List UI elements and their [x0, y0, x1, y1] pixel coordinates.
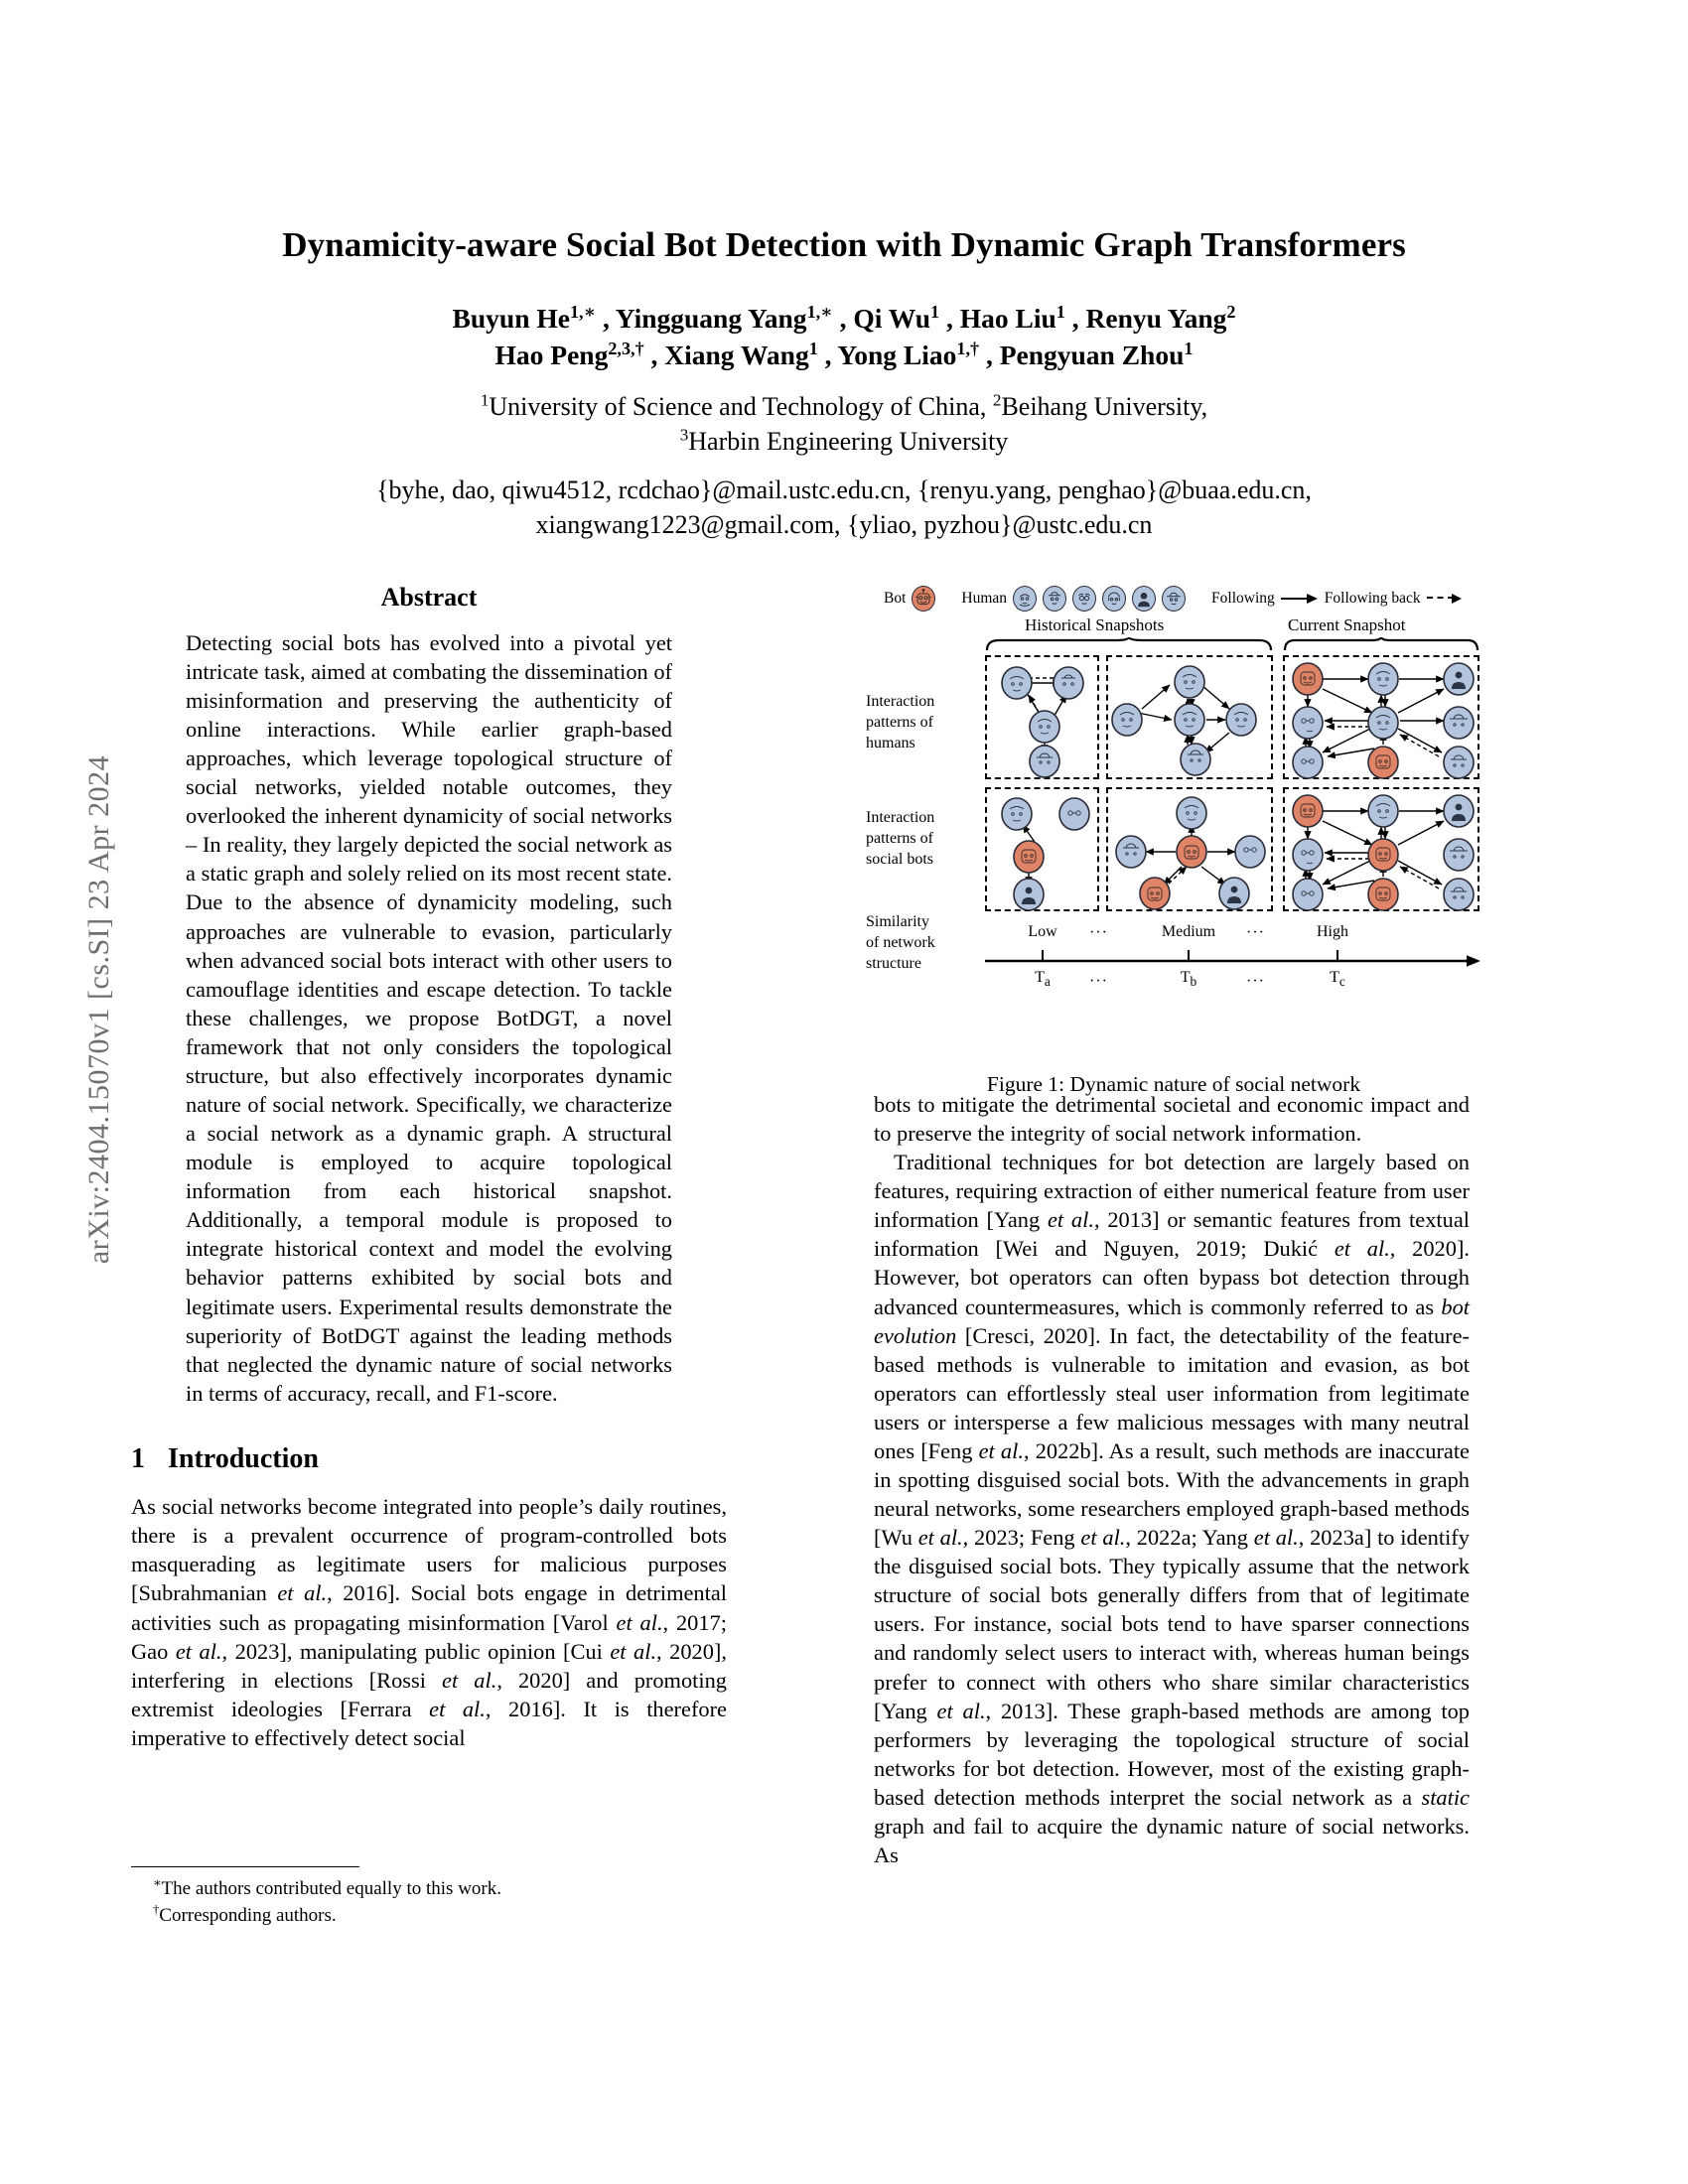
time-tick-ta: $T_a$ — [1035, 969, 1051, 990]
right-paragraph-2: Traditional techniques for bot detection are largely based on features, requiring extraction of either numerical feature from user information [Yang et al., 2013] or semantic features from textual information [Wei and Nguyen, 2019; Dukić et al., 2020]. However, bot operators can often bypass bot detection through advanced countermeasures, which is commonly referred to as bot evolution [Cresci, 2020]. In fact, the detectability of the feature-based methods is vulnerable to imitation and evasion, as bot operators can effortlessly steal user information from legitimate users or intersperse a few malicious messages with many neutral ones [Feng et al., 2022b]. As a result, such methods are inaccurate in spotting disguised social bots. With the advancements in graph neural networks, some researchers employed graph-based methods [Wu et al., 2023; Feng et al., 2022a; Yang et al., 2023a] to identify the disguised social bots. They typically assume that the network structure of social bots generally differs from that of legitimate users. For instance, social bots tend to have sparser connections and randomly select users to interact with, whereas human beings prefer to connect with others who share similar characteristics [Yang et al., 2013]. These graph-based methods are among top performers by leveraging the topological structure of social networks for bot detection. However, most of the existing graph-based detection methods interpret the social network as a static graph and fail to acquire the dynamic nature of social networks. As — [874, 1150, 1471, 1868]
time-ellipsis-1: ··· — [1089, 973, 1108, 990]
legend-following-back-label: Following back — [1324, 590, 1421, 607]
brace-historical — [985, 637, 1273, 651]
time-tick-tb: $T_b$ — [1180, 969, 1197, 990]
section-number: 1 — [131, 1442, 145, 1474]
footnote-rule — [131, 1866, 359, 1867]
similarity-ellipsis-1: ··· — [1089, 924, 1108, 941]
email-list — [129, 473, 1559, 543]
figure-body — [866, 614, 1481, 1096]
arxiv-stamp: arXiv:2404.15070v1 [cs.SI] 23 Apr 2024 — [82, 754, 115, 1265]
brace-current — [1283, 637, 1479, 651]
panel-bots-tb — [1106, 787, 1273, 911]
footnote-corresponding-authors: †Corresponding authors. — [153, 1902, 337, 1926]
right-paragraph-continuation: bots to mitigate the detrimental societal and economic impact and to preserve the integrity of social network information. — [874, 1092, 1470, 1147]
page-title: Dynamicity-aware Social Bot Detection with Dynamic Graph Transformers — [282, 225, 1406, 264]
following-back-arrow-icon — [1427, 593, 1465, 605]
email-line-2: xiangwang1223@gmail.com, {yliao, pyzhou}@ustc.edu.cn — [535, 510, 1153, 540]
human-icon-1 — [1013, 586, 1037, 612]
figure-legend — [866, 584, 1481, 614]
following-arrow-icon — [1281, 593, 1319, 605]
left-column — [131, 581, 727, 1752]
legend-human-label: Human — [961, 590, 1008, 607]
abstract-body: Detecting social bots has evolved into a pivotal yet intricate task, aimed at combating the dissemination of misinformation and preserving the authenticity of online interactions. While earlier graph-based approaches, which leverage topological structure of social networks, yielded notable outcomes, they overlooked the inherent dynamicity of social networks – In reality, they largely depicted the social network as a static graph and solely relied on its most recent state. Due to the absence of dynamicity modeling, such approaches are vulnerable to evasion, particularly when advanced social bots interact with other users to camouflage identities and escape detection. To tackle these challenges, we propose BotDGT, a novel framework that not only considers the topological structure, but also effectively incorporates dynamic nature of social network. Specifically, we characterize a social network as a dynamic graph. A structural module is employed to acquire topological information from each historical snapshot. Additionally, a temporal module is proposed to integrate historical context and model the evolving behavior patterns exhibited by social bots and legitimate users. Experimental results demonstrate the superiority of BotDGT against the leading methods that neglected the dynamic nature of social networks in terms of accuracy, recall, and F1-score. — [186, 629, 672, 1406]
intro-paragraph-1: As social networks become integrated into people’s daily routines, there is a prevalent occurrence of program-controlled bots masquerading as legitimate users for malicious purposes [Subrahmanian et al., 2016]. Social bots engage in detrimental activities such as propagating misinformation [Varol et al., 2017; Gao et al., 2023], manipulating public opinion [Cui et al., 2020], interfering in elections [Rossi et al., 2020] and promoting extremist ideologies [Ferrara et al., 2016]. It is therefore imperative to effectively detect social — [131, 1494, 728, 1750]
bot-icon — [912, 586, 935, 612]
row-label-bots: Interaction patterns of social bots — [866, 809, 935, 869]
footnotes — [131, 1866, 727, 1930]
figure-caption: Figure 1: Dynamic nature of social network — [986, 1072, 1361, 1096]
panel-humans-ta — [985, 655, 1099, 779]
human-icon-6 — [1162, 586, 1186, 612]
affiliation-line-2: $^3$Harbin Engineering University — [679, 424, 1009, 456]
author-line-1: Buyun $He^{1,∗}$ , Yingguang Yang$^{1,∗}$ , Qi Wu$^1$ , Hao Liu$^1$ , Renyu Yang$^2$ — [452, 301, 1236, 334]
time-axis — [985, 947, 1481, 961]
time-tick-tc: $T_c$ — [1330, 969, 1345, 990]
similarity-tick-high: High — [1317, 923, 1348, 940]
legend-bot-label: Bot — [884, 590, 907, 607]
section-title: Introduction — [168, 1442, 319, 1474]
figure-1 — [866, 584, 1481, 1096]
human-icon-5 — [1132, 586, 1156, 612]
author-line-2: Hao Peng$^{2,3,\dagger}$ , Xiang Wang$^1$ , Yong Liao$^{1,\dagger}$ , Pengyuan Zhou$^1$ — [494, 338, 1194, 371]
footnote-equal-contribution: ∗The authors contributed equally to this work. — [153, 1875, 501, 1899]
panel-humans-tb — [1106, 655, 1273, 779]
panel-bots-ta — [985, 787, 1099, 911]
similarity-tick-low: Low — [1028, 923, 1057, 940]
similarity-tick-medium: Medium — [1161, 923, 1216, 940]
human-icon-4 — [1102, 586, 1126, 612]
section-heading-introduction — [131, 1441, 727, 1477]
author-list — [129, 300, 1559, 374]
row-label-humans: Interaction patterns of humans — [866, 693, 935, 752]
human-icon-2 — [1043, 586, 1066, 612]
similarity-ellipsis-2: ··· — [1246, 924, 1265, 941]
panel-bots-tc — [1283, 787, 1479, 911]
abstract-heading: Abstract — [380, 583, 478, 612]
title-block — [129, 223, 1559, 542]
affiliation-list — [129, 389, 1559, 459]
current-snapshot-title: Current Snapshot — [1288, 615, 1406, 634]
time-ellipsis-2: ··· — [1246, 973, 1265, 990]
row-label-similarity: Similarity of network structure — [866, 913, 935, 973]
right-column — [874, 1090, 1470, 1869]
historical-snapshots-title: Historical Snapshots — [1025, 615, 1165, 634]
legend-following-label: Following — [1211, 590, 1275, 607]
panel-humans-tc — [1283, 655, 1479, 779]
affiliation-line-1: $^1$University of Science and Technology of China, $^2$Beihang University, — [480, 389, 1208, 421]
email-line-1: {byhe, dao, qiwu4512, rcdchao}@mail.ustc.edu.cn, {renyu.yang, penghao}@buaa.edu.cn, — [376, 475, 1312, 504]
human-icon-3 — [1072, 586, 1096, 612]
